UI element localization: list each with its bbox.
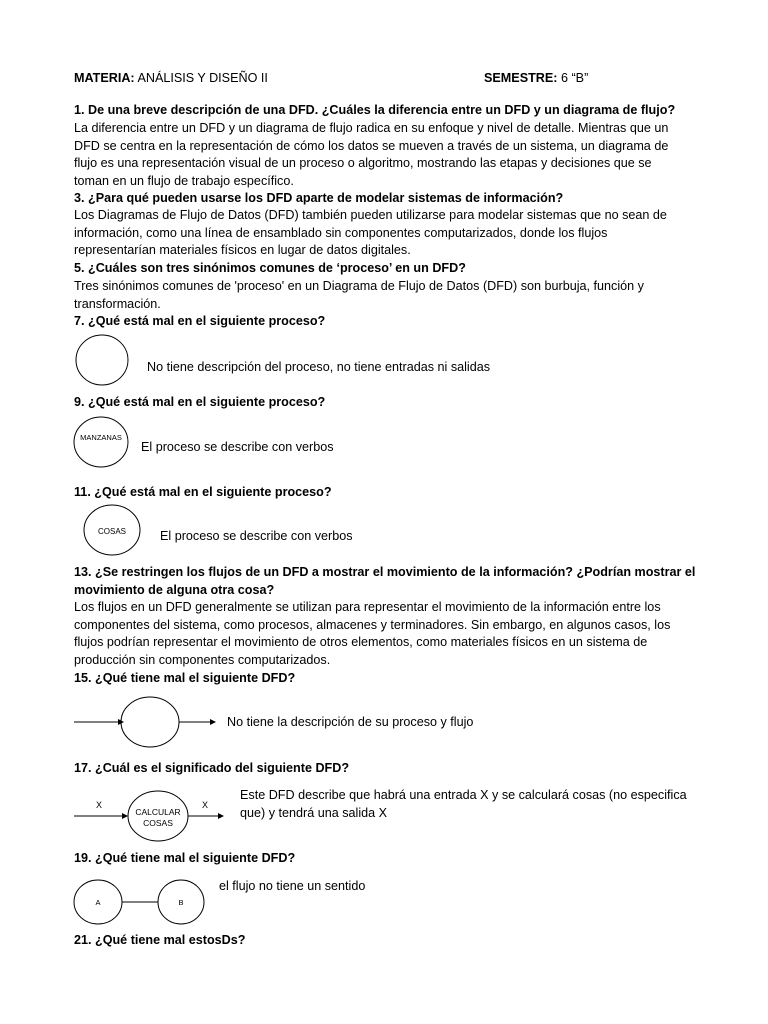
answer-5-line: transformación. bbox=[74, 296, 161, 311]
answer-3-line: representarían materiales físicos en lugar de datos digitales. bbox=[74, 243, 411, 258]
answer-13-line: componentes del sistema, como procesos, almacenes y terminadores. Sin embargo, en algunos casos, los bbox=[74, 617, 671, 632]
question-19: 19. ¿Qué tiene mal el siguiente DFD? bbox=[74, 851, 296, 865]
calcular-cosas-diagram bbox=[72, 789, 232, 843]
question-9: 9. ¿Qué está mal en el siguiente proceso? bbox=[74, 395, 326, 409]
unlabeled-flow-diagram bbox=[74, 696, 219, 748]
output-flow-label: X bbox=[201, 800, 209, 810]
answer-15: No tiene la descripción de su proceso y flujo bbox=[227, 715, 474, 729]
arrowhead-icon bbox=[122, 813, 128, 819]
question-21: 21. ¿Qué tiene mal estosDs? bbox=[74, 933, 246, 947]
question-17: 17. ¿Cuál es el significado del siguiente DFD? bbox=[74, 761, 350, 775]
subject-label: MATERIA: bbox=[74, 71, 135, 85]
answer-13 bbox=[74, 599, 694, 669]
answer-3-line: Los Diagramas de Flujo de Datos (DFD) también pueden utilizarse para modelar sistemas que no sean de bbox=[74, 208, 667, 222]
answer-13-line: producción sin componentes computarizados. bbox=[74, 652, 331, 667]
answer-1-line: La diferencia entre un DFD y un diagrama de flujo radica en su enfoque y nivel de detalle. Mientras que un bbox=[74, 121, 669, 135]
question-7: 7. ¿Qué está mal en el siguiente proceso? bbox=[74, 314, 326, 328]
input-flow-label: X bbox=[95, 800, 103, 810]
question-13-line: 13. ¿Se restringen los flujos de un DFD a mostrar el movimiento de la información? ¿Podrían mostrar el bbox=[74, 565, 696, 579]
process-label-line1: CALCULAR bbox=[135, 807, 181, 817]
question-13 bbox=[74, 564, 694, 599]
answer-7: No tiene descripción del proceso, no tiene entradas ni salidas bbox=[147, 360, 491, 374]
process-circle bbox=[76, 335, 128, 385]
process-label: MANZANAS bbox=[80, 433, 122, 442]
answer-5 bbox=[74, 278, 694, 313]
question-3: 3. ¿Para qué pueden usarse los DFD aparte de modelar sistemas de información? bbox=[74, 191, 564, 205]
arrowhead-icon bbox=[218, 813, 224, 819]
answer-1-line: DFD se centra en la representación de cómo los datos se mueven a través de un sistema, un diagrama de bbox=[74, 138, 669, 153]
semester-label: SEMESTRE: bbox=[484, 71, 558, 85]
process-cosas-diagram bbox=[82, 503, 146, 557]
process-circle bbox=[74, 417, 128, 467]
answer-1 bbox=[74, 120, 694, 190]
arrowhead-icon bbox=[210, 719, 216, 725]
answer-1-line: toman en un flujo de trabajo específico. bbox=[74, 173, 294, 188]
answer-1-line: flujo es una representación visual de un proceso o algoritmo, mostrando las etapas y decisiones que se bbox=[74, 156, 652, 171]
a-b-flow-diagram bbox=[72, 878, 214, 928]
question-5: 5. ¿Cuáles son tres sinónimos comunes de ‘proceso’ en un DFD? bbox=[74, 261, 466, 275]
answer-9: El proceso se describe con verbos bbox=[141, 440, 334, 454]
question-13-line: movimiento de alguna otra cosa? bbox=[74, 582, 275, 597]
process-circle bbox=[121, 697, 179, 747]
answer-3 bbox=[74, 207, 694, 260]
answer-19: el flujo no tiene un sentido bbox=[219, 879, 366, 893]
answer-13-line: Los flujos en un DFD generalmente se utilizan para representar el movimiento de la información entre los bbox=[74, 600, 661, 614]
process-label-line2: COSAS bbox=[143, 818, 173, 828]
process-manzanas-diagram bbox=[73, 416, 135, 468]
answer-17-line: Este DFD describe que habrá una entrada X y se calculará cosas (no especifica bbox=[240, 788, 687, 802]
answer-3-line: información, como una línea de ensamblado sin componentes computarizados, donde los flujos bbox=[74, 225, 608, 240]
answer-17-line: que) y tendrá una salida X bbox=[240, 805, 388, 820]
node-a-label: A bbox=[95, 898, 101, 907]
subject-value: ANÁLISIS Y DISEÑO II bbox=[137, 71, 268, 85]
answer-5-line: Tres sinónimos comunes de 'proceso' en un Diagrama de Flujo de Datos (DFD) son burbuja, función y bbox=[74, 279, 644, 293]
question-1: 1. De una breve descripción de una DFD. ¿Cuáles la diferencia entre un DFD y un diagrama de flujo? bbox=[74, 103, 676, 117]
subject-line bbox=[74, 70, 268, 88]
semester-line bbox=[484, 70, 588, 88]
node-b-label: B bbox=[178, 898, 184, 907]
answer-13-line: flujos podrían representar el movimiento de otros elementos, como materiales físicos en un sistema de bbox=[74, 635, 648, 650]
process-circle-diagram bbox=[74, 334, 134, 386]
question-15: 15. ¿Qué tiene mal el siguiente DFD? bbox=[74, 671, 296, 685]
question-11: 11. ¿Qué está mal en el siguiente proceso? bbox=[74, 485, 332, 499]
answer-11: El proceso se describe con verbos bbox=[160, 529, 353, 543]
answer-17 bbox=[240, 787, 700, 822]
semester-value: 6 “B” bbox=[560, 71, 589, 85]
process-label: COSAS bbox=[97, 527, 127, 536]
